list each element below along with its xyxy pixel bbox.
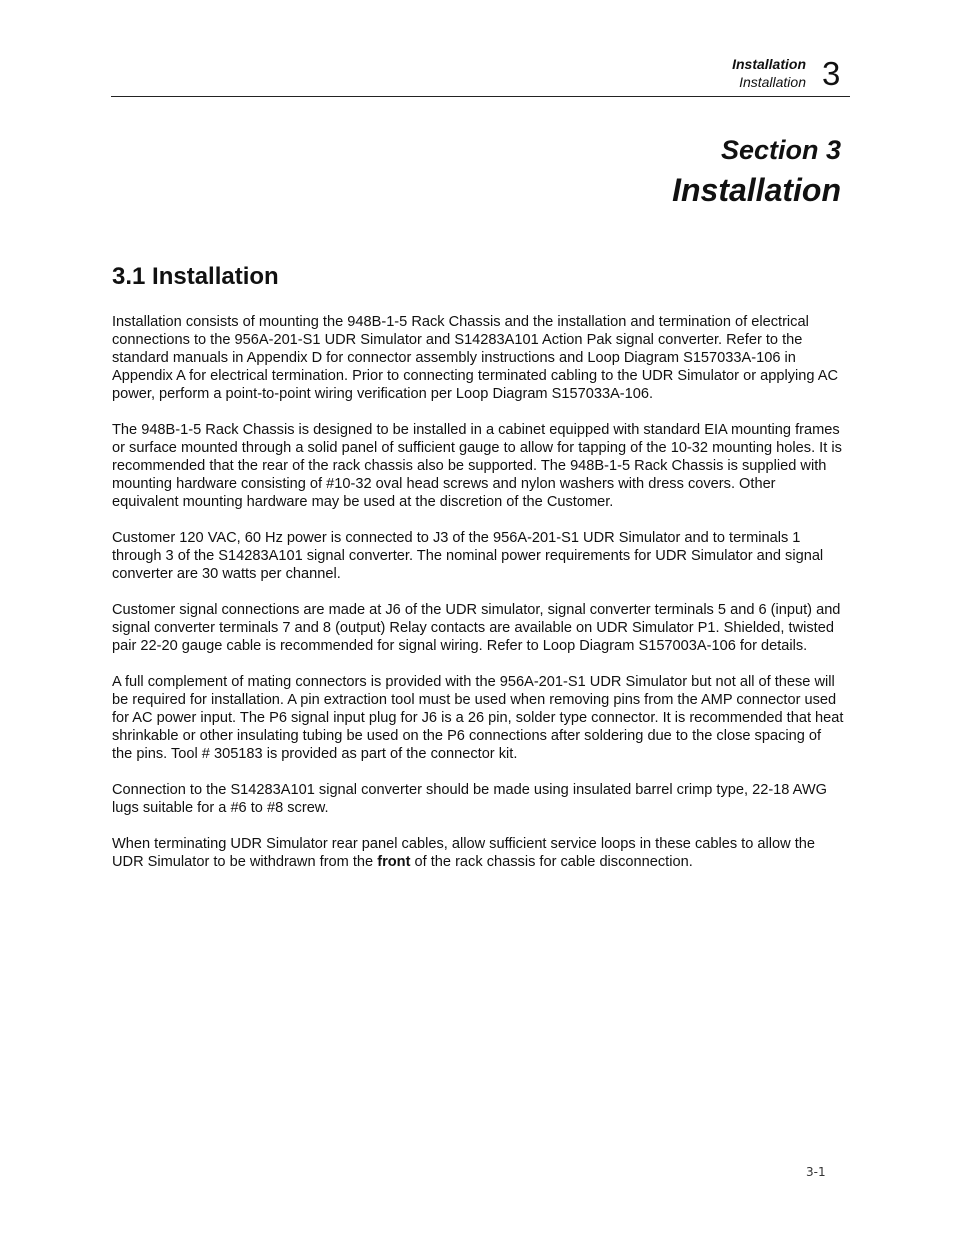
section-title: Installation <box>672 172 841 208</box>
paragraph-last <box>112 835 845 871</box>
page-number: 3-1 <box>806 1165 826 1179</box>
subsection-heading: 3.1 Installation <box>112 263 279 290</box>
paragraph: A full complement of mating connectors is provided with the 956A-201-S1 UDR Simulator but not all of these will be required for installation. A pin extraction tool must be used when removing pins from the AMP connector used for AC power input. The P6 signal input plug for J6 is a 26 pin, solder type connector. It is recommended that heat shrinkable or other insulating tubing be used on the P6 connections after soldering due to the close spacing of the pins. Tool # 305183 is provided as part of the connector kit. <box>112 674 844 762</box>
paragraph-text: When terminating UDR Simulator rear panel cables, allow sufficient service loops in these cables to allow the UDR Simulator to be withdrawn from the <box>112 836 816 870</box>
body-text <box>112 313 845 889</box>
paragraph: The 948B-1-5 Rack Chassis is designed to be installed in a cabinet equipped with standard EIA mounting frames or surface mounted through a solid panel of sufficient gauge to allow for tapping of the 10-32 mounting holes. It is recommended that the rear of the rack chassis also be supported. The 948B-1-5 Rack Chassis is supplied with mounting hardware consisting of #10-32 oval head screws and nylon washers with dress covers. Other equivalent mounting hardware may be used at the discretion of the Customer. <box>112 422 842 510</box>
running-header-title: Installation <box>732 56 806 72</box>
paragraph: Connection to the S14283A101 signal converter should be made using insulated barrel crimp type, 22-18 AWG lugs suitable for a #6 to #8 screw. <box>112 782 827 816</box>
paragraph: Installation consists of mounting the 948B-1-5 Rack Chassis and the installation and termination of electrical connections to the 956A-201-S1 UDR Simulator and S14283A101 Action Pak signal converter. Refer to the standard manuals in Appendix D for connector assembly instructions and Loop Diagram S157033A-106 in Appendix A for electrical termination. Prior to connecting terminated cabling to the UDR Simulator or applying AC power, perform a point-to-point wiring verification per Loop Diagram S157033A-106. <box>112 314 839 402</box>
paragraph: Customer 120 VAC, 60 Hz power is connected to J3 of the 956A-201-S1 UDR Simulator and to terminals 1 through 3 of the S14283A101 signal converter. The nominal power requirements for UDR Simulator and signal converter are 30 watts per channel. <box>112 530 824 582</box>
running-header-subtitle: Installation <box>739 74 806 90</box>
header-divider <box>111 96 850 97</box>
running-header <box>732 55 806 91</box>
section-label: Section 3 <box>720 135 841 165</box>
paragraph: Customer signal connections are made at J6 of the UDR simulator, signal converter terminals 5 and 6 (input) and signal converter terminals 7 and 8 (output) Relay contacts are available on UDR Simulator P1. Shielded, twisted pair 22-20 gauge cable is recommended for signal wiring. Refer to Loop Diagram S157003A-106 for details. <box>112 602 841 654</box>
paragraph-text: of the rack chassis for cable disconnection. <box>410 854 693 870</box>
chapter-number: 3 <box>822 55 841 92</box>
emphasis-text: front <box>377 854 411 870</box>
